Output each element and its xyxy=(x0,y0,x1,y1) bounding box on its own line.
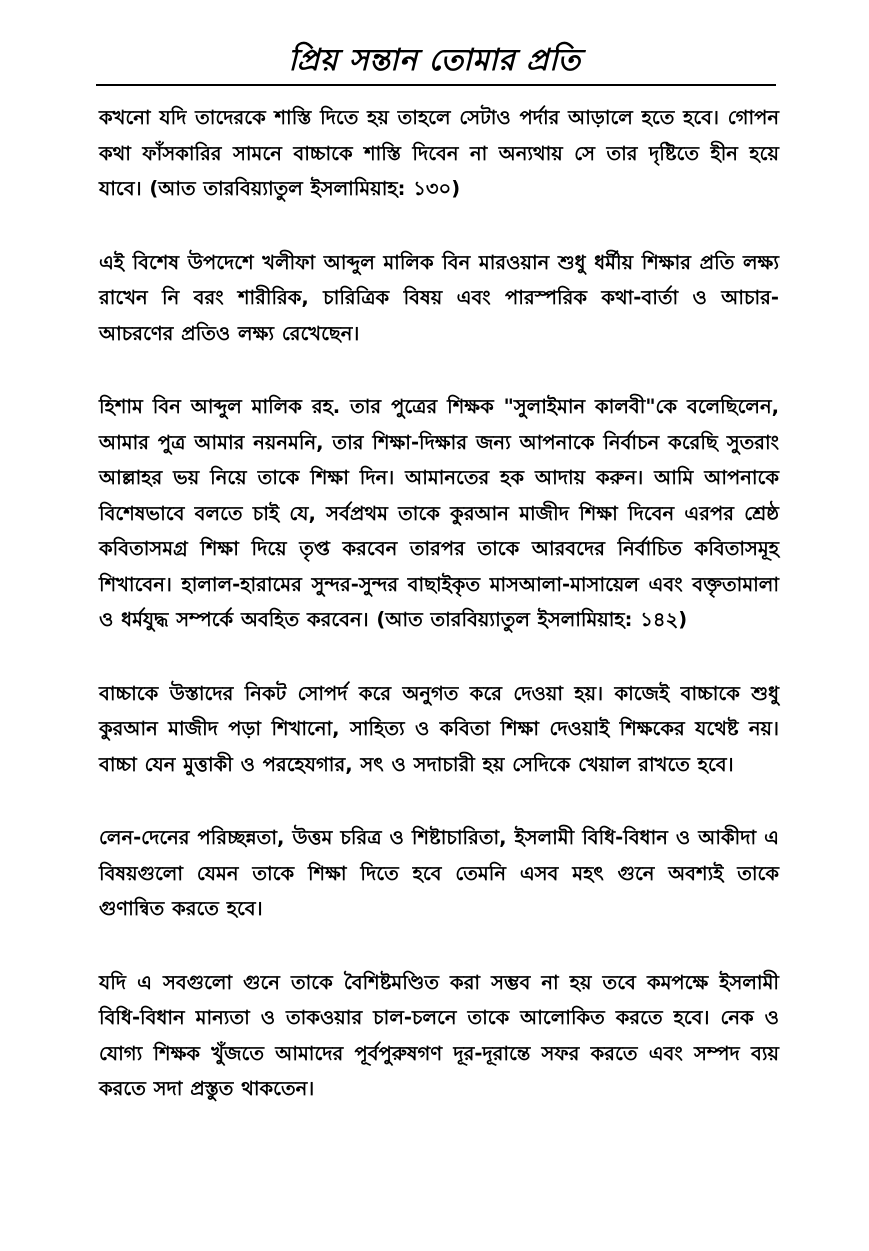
header-divider xyxy=(96,84,776,86)
paragraph-3: হিশাম বিন আব্দুল মালিক রহ. তার পুত্রের শিক্ষক "সুলাইমান কালবী"কে বলেছিলেন, আমার পুত্র আমার নয়নমনি, তার শিক্ষা-দিক্ষার জন্য আপনাকে নির্বাচন করেছি সুতরাং আল্লাহর ভয় নিয়ে তাকে শিক্ষা দিন। আমানতের হক আদায় করুন। আমি আপনাকে বিশেষভাবে বলতে চাই যে, সর্বপ্রথম তাকে কুরআন মাজীদ শিক্ষা দিবেন এরপর শ্রেষ্ঠ কবিতাসমগ্র শিক্ষা দিয়ে তৃপ্ত করবেন তারপর তাকে আরবদের নির্বাচিত কবিতাসমূহ শিখাবেন। হালাল-হারামের সুন্দর-সুন্দর বাছাইকৃত মাসআলা-মাসায়েল এবং বক্তৃতামালা ও ধর্মযুদ্ধ সম্পর্কে অবহিত করবেন। (আত তারবিয়্যাতুল ইসলামিয়াহ: ১৪২) xyxy=(99,395,779,631)
document-body xyxy=(99,100,779,1145)
page-header-title: প্রিয় সন্তান তোমার প্রতি xyxy=(288,43,581,78)
paragraph-6: যদি এ সবগুলো গুনে তাকে বৈশিষ্টমণ্ডিত করা সম্ভব না হয় তবে কমপক্ষে ইসলামী বিধি-বিধান মান্যতা ও তাকওয়ার চাল-চলনে তাকে আলোকিত করতে হবে। নেক ও যোগ্য শিক্ষক খুঁজতে আমাদের পূর্বপুরুষগণ দূর-দূরান্তে সফর করতে এবং সম্পদ ব্যয় করতে সদা প্রস্তুত থাকতেন। xyxy=(99,970,779,1100)
paragraph-4: বাচ্চাকে উস্তাদের নিকট সোপর্দ করে অনুগত করে দেওয়া হয়। কাজেই বাচ্চাকে শুধু কুরআন মাজীদ পড়া শিখানো, সাহিত্য ও কবিতা শিক্ষা দেওয়াই শিক্ষকের যথেষ্ট নয়। বাচ্চা যেন মুত্তাকী ও পরহেযগার, সৎ ও সদাচারী হয় সেদিকে খেয়াল রাখতে হবে। xyxy=(99,681,779,776)
paragraph-1: কখনো যদি তাদেরকে শাস্তি দিতে হয় তাহলে সেটাও পর্দার আড়ালে হতে হবে। গোপন কথা ফাঁসকারির সামনে বাচ্চাকে শাস্তি দিবেন না অন্যথায় সে তার দৃষ্টিতে হীন হয়ে যাবে। (আত তারবিয়্যাতুল ইসলামিয়াহ: ১৩০) xyxy=(99,106,779,200)
paragraph-5: লেন-দেনের পরিচ্ছন্নতা, উত্তম চরিত্র ও শিষ্টাচারিতা, ইসলামী বিধি-বিধান ও আকীদা এ বিষয়গুলো যেমন তাকে শিক্ষা দিতে হবে তেমনি এসব মহৎ গুনে অবশ্যই তাকে গুণান্বিত করতে হবে। xyxy=(99,826,779,920)
paragraph-2: এই বিশেষ উপদেশে খলীফা আব্দুল মালিক বিন মারওয়ান শুধু ধর্মীয় শিক্ষার প্রতি লক্ষ্য রাখেন নি বরং শারীরিক, চারিত্রিক বিষয় এবং পারস্পরিক কথা-বার্তা ও আচার-আচরণের প্রতিও লক্ষ্য রেখেছেন। xyxy=(99,250,779,345)
